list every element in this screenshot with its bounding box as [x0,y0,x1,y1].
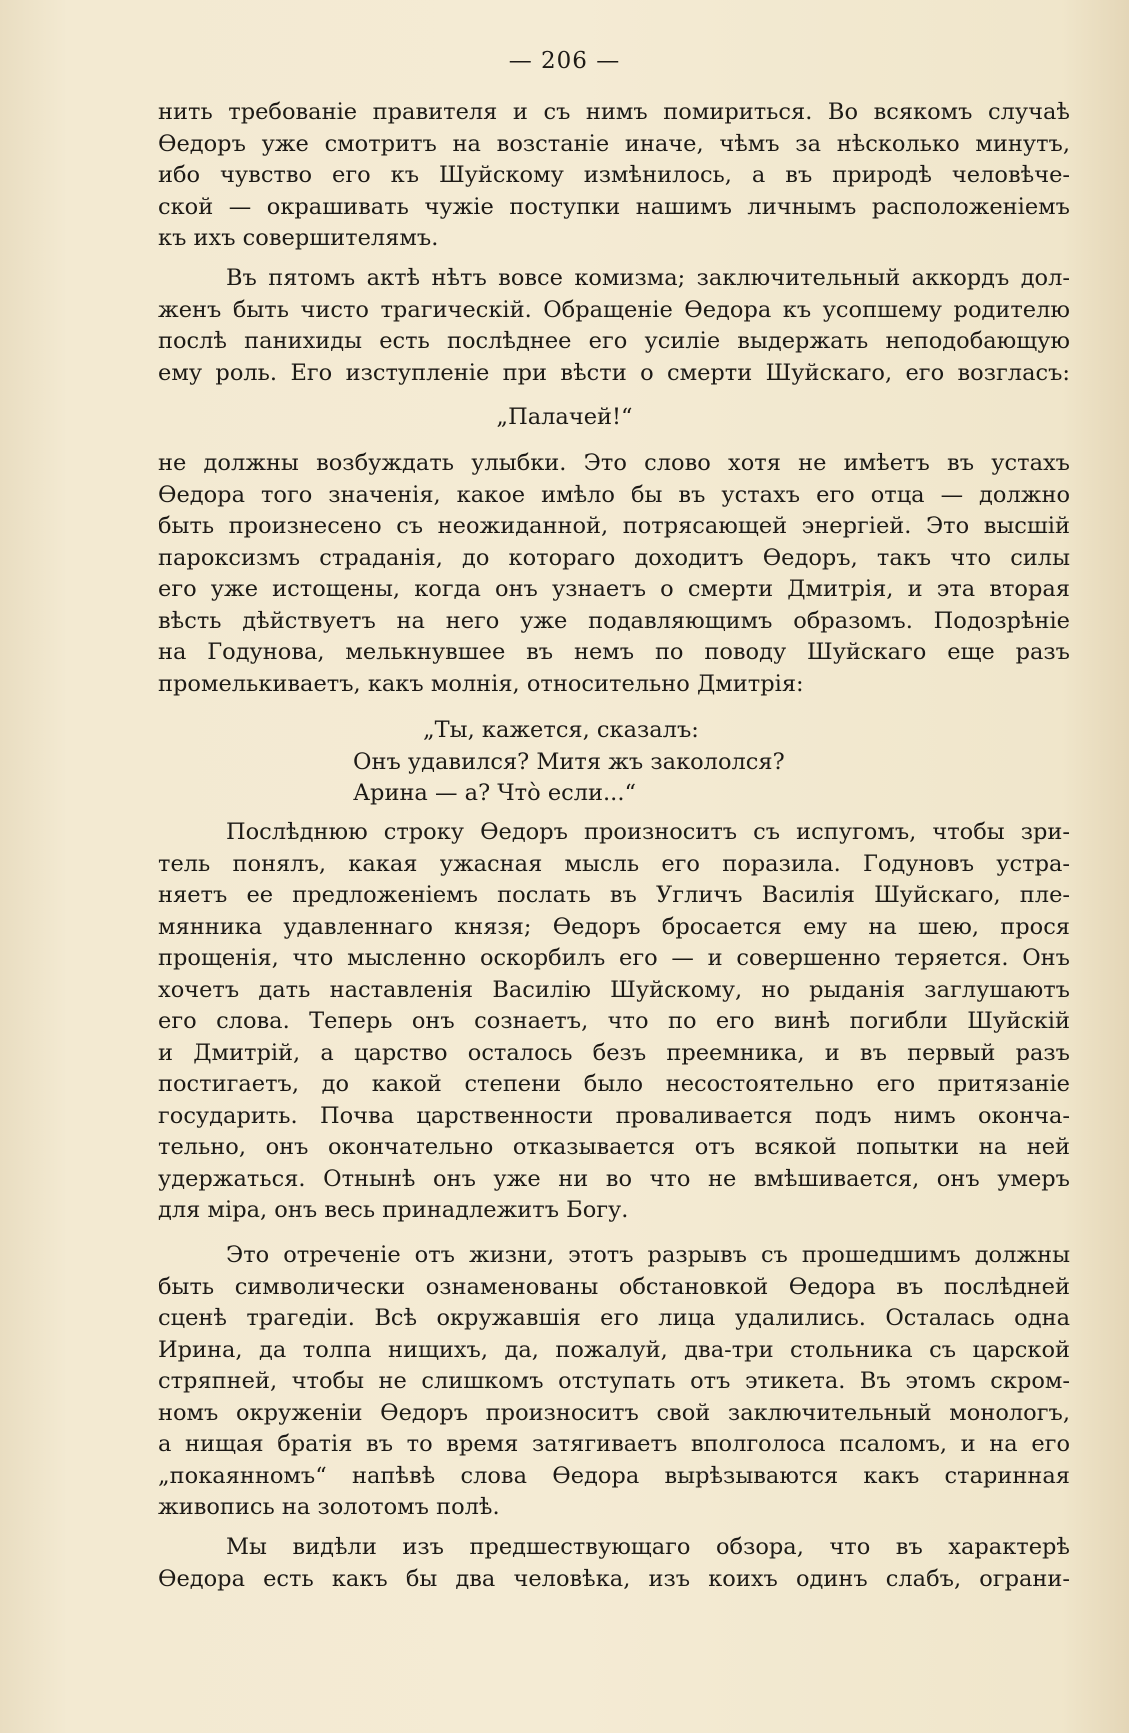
text-line: постигаетъ, до какой степени было несостоятельно его притязаніе [158,1071,1070,1097]
text-line: вѣсть дѣйствуетъ на него уже подавляющимъ образомъ. Подозрѣніе [158,607,1070,634]
text-line: „покаянномъ“ напѣвѣ слова Ѳедора вырѣзываются какъ старинная [158,1462,1070,1489]
text-line: и Дмитрій, а царство осталось безъ преемника, и въ первый разъ [158,1039,1070,1066]
text-line: ему роль. Его изступленіе при вѣсти о смерти Шуйскаго, его возгласъ: [158,359,1070,386]
text-line: ибо чувство его къ Шуйскому измѣнилось, а въ природѣ человѣче- [158,162,1070,188]
paragraph-5 [158,1240,1070,1524]
text-line: его слова. Теперь онъ сознаетъ, что по его винѣ погибли Шуйскій [158,1008,1070,1034]
text-line: удержаться. Отнынѣ онъ уже ни во что не вмѣшивается, онъ умеръ [158,1165,1070,1192]
verse-line: Онъ удавился? Митя жъ закололся? [353,748,785,775]
text-line: Ѳедора есть какъ бы два человѣка, изъ коихъ одинъ слабъ, ограни- [158,1565,1070,1592]
text-line: на Годунова, мелькнувшее въ немъ по поводу Шуйскаго еще разъ [158,639,1070,665]
text-line: сценѣ трагедіи. Всѣ окружавшія его лица удалились. Осталась одна [158,1305,1070,1331]
paragraph-2 [158,263,1070,389]
text-line: послѣ панихиды есть послѣднее его усиліе выдержать неподобающую [158,328,1070,354]
verse-line: „Ты, кажется, сказалъ: [423,717,699,743]
paragraph-4 [158,817,1070,1227]
text-line: нить требованіе правителя и съ нимъ помириться. Во всякомъ случаѣ [158,99,1070,125]
text-line: няетъ ее предложеніемъ послать въ Угличъ Василія Шуйскаго, пле- [158,882,1070,908]
text-line: для міра, онъ весь принадлежитъ Богу. [158,1197,629,1223]
text-line: Это отреченіе отъ жизни, этотъ разрывъ съ прошедшимъ должны [226,1242,1070,1268]
verse-line: Арина — а? Что̀ если...“ [353,780,636,806]
text-line: къ ихъ совершителямъ. [158,225,439,251]
text-line: его уже истощены, когда онъ узнаетъ о смерти Дмитрія, и эта вторая [158,576,1070,602]
text-line: живопись на золотомъ полѣ. [158,1494,500,1520]
text-line: женъ быть чисто трагическій. Обращеніе Ѳедора къ усопшему родителю [158,296,1070,323]
quote-exclamation: „Палачей!“ [496,404,633,430]
page-number: — 206 — [508,48,621,74]
text-line: пароксизмъ страданія, до котораго доходитъ Ѳедоръ, такъ что силы [158,544,1070,571]
paragraph-1 [158,97,1070,255]
text-line: не должны возбуждать улыбки. Это слово хотя не имѣетъ въ устахъ [158,450,1070,476]
text-line: промелькиваетъ, какъ молнія, относительно Дмитрія: [158,670,804,697]
text-line: прощенія, что мысленно оскорбилъ его — и совершенно теряется. Онъ [158,945,1070,971]
text-line: быть произнесено съ неожиданной, потрясающей энергіей. Это высшій [158,513,1070,539]
text-line: номъ окруженіи Ѳедоръ произноситъ свой заключительный монологъ, [158,1399,1070,1426]
text-line: а нищая братія въ то время затягиваетъ вполголоса псаломъ, и на его [158,1431,1070,1457]
text-line: ской — окрашивать чужіе поступки нашимъ личнымъ расположеніемъ [158,193,1070,220]
text-line: государить. Почва царственности проваливается подъ нимъ оконча- [158,1102,1070,1129]
text-line: мянника удавленнаго князя; Ѳедоръ бросается ему на шею, прося [158,913,1070,940]
text-line: быть символически ознаменованы обстановкой Ѳедора въ послѣдней [158,1273,1070,1300]
text-line: Ѳедора того значенія, какое имѣло бы въ устахъ его отца — должно [158,481,1070,508]
text-line: Ирина, да толпа нищихъ, да, пожалуй, два-три стольника съ царской [158,1336,1070,1363]
text-line: стряпней, чтобы не слишкомъ отступать отъ этикета. Въ этомъ скром- [158,1368,1070,1394]
verse-quote [353,715,853,810]
text-line: тель понялъ, какая ужасная мысль его поразила. Годуновъ устра- [158,850,1070,877]
text-line: Въ пятомъ актѣ нѣтъ вовсе комизма; заключительный аккордъ дол- [226,265,1070,291]
paragraph-3 [158,448,1070,700]
paragraph-6 [158,1532,1070,1595]
text-line: хочетъ дать наставленія Василію Шуйскому, но рыданія заглушаютъ [158,976,1070,1003]
text-line: Ѳедоръ уже смотритъ на возстаніе иначе, чѣмъ за нѣсколько минутъ, [158,130,1070,157]
text-line: Послѣднюю строку Ѳедоръ произноситъ съ испугомъ, чтобы зри- [226,819,1070,845]
text-line: Мы видѣли изъ предшествующаго обзора, что въ характерѣ [226,1534,1070,1560]
text-line: тельно, онъ окончательно отказывается отъ всякой попытки на ней [158,1134,1070,1160]
